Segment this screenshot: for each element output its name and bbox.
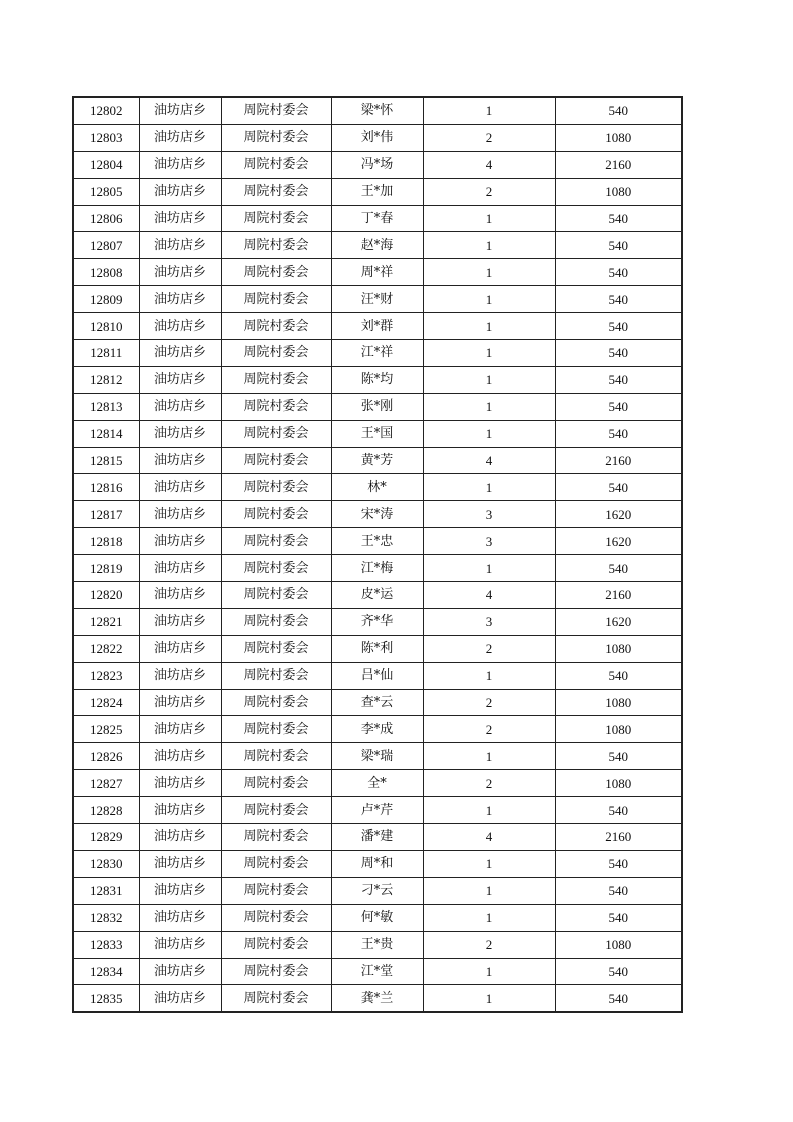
table-body	[73, 97, 682, 1012]
record-id-cell: 12826	[73, 743, 139, 770]
name-cell: 王*国	[331, 420, 423, 447]
table-row	[73, 662, 682, 689]
township-cell: 油坊店乡	[139, 850, 221, 877]
amount-cell: 1080	[555, 716, 682, 743]
township-cell: 油坊店乡	[139, 474, 221, 501]
count-cell: 1	[423, 393, 555, 420]
village-committee-cell: 周院村委会	[221, 824, 331, 851]
township-cell: 油坊店乡	[139, 124, 221, 151]
record-id-cell: 12805	[73, 178, 139, 205]
amount-cell: 1080	[555, 124, 682, 151]
table-row	[73, 877, 682, 904]
count-cell: 4	[423, 447, 555, 474]
record-id-cell: 12823	[73, 662, 139, 689]
township-cell: 油坊店乡	[139, 528, 221, 555]
count-cell: 1	[423, 474, 555, 501]
record-id-cell: 12816	[73, 474, 139, 501]
name-cell: 何*敏	[331, 904, 423, 931]
record-id-cell: 12809	[73, 286, 139, 313]
record-id-cell: 12832	[73, 904, 139, 931]
table-row	[73, 958, 682, 985]
township-cell: 油坊店乡	[139, 824, 221, 851]
township-cell: 油坊店乡	[139, 985, 221, 1012]
amount-cell: 1080	[555, 931, 682, 958]
name-cell: 潘*建	[331, 824, 423, 851]
record-id-cell: 12811	[73, 340, 139, 367]
village-committee-cell: 周院村委会	[221, 985, 331, 1012]
name-cell: 宋*涛	[331, 501, 423, 528]
name-cell: 江*堂	[331, 958, 423, 985]
name-cell: 冯*场	[331, 151, 423, 178]
record-id-cell: 12814	[73, 420, 139, 447]
name-cell: 丁*春	[331, 205, 423, 232]
table-row	[73, 689, 682, 716]
village-committee-cell: 周院村委会	[221, 582, 331, 609]
village-committee-cell: 周院村委会	[221, 313, 331, 340]
count-cell: 1	[423, 420, 555, 447]
table-row	[73, 985, 682, 1012]
name-cell: 王*加	[331, 178, 423, 205]
table-row	[73, 635, 682, 662]
amount-cell: 540	[555, 662, 682, 689]
village-committee-cell: 周院村委会	[221, 286, 331, 313]
village-committee-cell: 周院村委会	[221, 850, 331, 877]
name-cell: 陈*均	[331, 366, 423, 393]
table-row	[73, 770, 682, 797]
amount-cell: 540	[555, 958, 682, 985]
township-cell: 油坊店乡	[139, 313, 221, 340]
amount-cell: 540	[555, 205, 682, 232]
record-id-cell: 12813	[73, 393, 139, 420]
count-cell: 1	[423, 366, 555, 393]
count-cell: 4	[423, 151, 555, 178]
township-cell: 油坊店乡	[139, 770, 221, 797]
table-row	[73, 420, 682, 447]
township-cell: 油坊店乡	[139, 635, 221, 662]
amount-cell: 540	[555, 985, 682, 1012]
amount-cell: 2160	[555, 151, 682, 178]
table-row	[73, 931, 682, 958]
township-cell: 油坊店乡	[139, 582, 221, 609]
record-id-cell: 12824	[73, 689, 139, 716]
record-id-cell: 12831	[73, 877, 139, 904]
village-committee-cell: 周院村委会	[221, 608, 331, 635]
table-row	[73, 824, 682, 851]
village-committee-cell: 周院村委会	[221, 797, 331, 824]
count-cell: 4	[423, 824, 555, 851]
township-cell: 油坊店乡	[139, 259, 221, 286]
amount-cell: 540	[555, 797, 682, 824]
amount-cell: 540	[555, 850, 682, 877]
count-cell: 1	[423, 232, 555, 259]
record-id-cell: 12827	[73, 770, 139, 797]
amount-cell: 2160	[555, 582, 682, 609]
name-cell: 皮*运	[331, 582, 423, 609]
table-row	[73, 286, 682, 313]
village-committee-cell: 周院村委会	[221, 555, 331, 582]
count-cell: 2	[423, 931, 555, 958]
township-cell: 油坊店乡	[139, 662, 221, 689]
record-id-cell: 12804	[73, 151, 139, 178]
name-cell: 查*云	[331, 689, 423, 716]
township-cell: 油坊店乡	[139, 931, 221, 958]
village-committee-cell: 周院村委会	[221, 340, 331, 367]
record-id-cell: 12812	[73, 366, 139, 393]
name-cell: 周*和	[331, 850, 423, 877]
amount-cell: 540	[555, 420, 682, 447]
count-cell: 3	[423, 528, 555, 555]
amount-cell: 540	[555, 259, 682, 286]
table-row	[73, 555, 682, 582]
township-cell: 油坊店乡	[139, 340, 221, 367]
amount-cell: 1620	[555, 608, 682, 635]
village-committee-cell: 周院村委会	[221, 635, 331, 662]
village-committee-cell: 周院村委会	[221, 259, 331, 286]
amount-cell: 540	[555, 286, 682, 313]
count-cell: 1	[423, 850, 555, 877]
name-cell: 林*	[331, 474, 423, 501]
record-id-cell: 12815	[73, 447, 139, 474]
record-id-cell: 12818	[73, 528, 139, 555]
amount-cell: 540	[555, 393, 682, 420]
count-cell: 1	[423, 743, 555, 770]
village-committee-cell: 周院村委会	[221, 420, 331, 447]
village-committee-cell: 周院村委会	[221, 770, 331, 797]
count-cell: 1	[423, 904, 555, 931]
village-committee-cell: 周院村委会	[221, 958, 331, 985]
village-committee-cell: 周院村委会	[221, 662, 331, 689]
count-cell: 1	[423, 662, 555, 689]
village-committee-cell: 周院村委会	[221, 205, 331, 232]
township-cell: 油坊店乡	[139, 958, 221, 985]
record-id-cell: 12821	[73, 608, 139, 635]
name-cell: 王*忠	[331, 528, 423, 555]
township-cell: 油坊店乡	[139, 877, 221, 904]
name-cell: 汪*财	[331, 286, 423, 313]
count-cell: 1	[423, 259, 555, 286]
table-row	[73, 608, 682, 635]
township-cell: 油坊店乡	[139, 797, 221, 824]
count-cell: 1	[423, 985, 555, 1012]
record-id-cell: 12806	[73, 205, 139, 232]
record-id-cell: 12825	[73, 716, 139, 743]
township-cell: 油坊店乡	[139, 555, 221, 582]
name-cell: 齐*华	[331, 608, 423, 635]
name-cell: 卢*芹	[331, 797, 423, 824]
village-committee-cell: 周院村委会	[221, 904, 331, 931]
township-cell: 油坊店乡	[139, 501, 221, 528]
table-row	[73, 797, 682, 824]
count-cell: 1	[423, 877, 555, 904]
record-id-cell: 12833	[73, 931, 139, 958]
record-id-cell: 12835	[73, 985, 139, 1012]
village-committee-cell: 周院村委会	[221, 474, 331, 501]
count-cell: 2	[423, 689, 555, 716]
count-cell: 1	[423, 340, 555, 367]
count-cell: 1	[423, 958, 555, 985]
table-row	[73, 124, 682, 151]
amount-cell: 540	[555, 555, 682, 582]
count-cell: 1	[423, 797, 555, 824]
table-row	[73, 716, 682, 743]
name-cell: 梁*瑞	[331, 743, 423, 770]
count-cell: 4	[423, 582, 555, 609]
township-cell: 油坊店乡	[139, 743, 221, 770]
name-cell: 刁*云	[331, 877, 423, 904]
name-cell: 江*祥	[331, 340, 423, 367]
village-committee-cell: 周院村委会	[221, 501, 331, 528]
record-id-cell: 12830	[73, 850, 139, 877]
township-cell: 油坊店乡	[139, 420, 221, 447]
township-cell: 油坊店乡	[139, 232, 221, 259]
township-cell: 油坊店乡	[139, 716, 221, 743]
township-cell: 油坊店乡	[139, 205, 221, 232]
township-cell: 油坊店乡	[139, 178, 221, 205]
count-cell: 2	[423, 770, 555, 797]
record-id-cell: 12817	[73, 501, 139, 528]
count-cell: 2	[423, 716, 555, 743]
amount-cell: 1620	[555, 528, 682, 555]
count-cell: 1	[423, 286, 555, 313]
name-cell: 黄*芳	[331, 447, 423, 474]
village-committee-cell: 周院村委会	[221, 366, 331, 393]
count-cell: 3	[423, 501, 555, 528]
township-cell: 油坊店乡	[139, 97, 221, 124]
table-row	[73, 582, 682, 609]
name-cell: 周*祥	[331, 259, 423, 286]
amount-cell: 1080	[555, 635, 682, 662]
table-row	[73, 366, 682, 393]
data-table	[72, 96, 683, 1013]
amount-cell: 1620	[555, 501, 682, 528]
amount-cell: 540	[555, 904, 682, 931]
table-row	[73, 205, 682, 232]
amount-cell: 540	[555, 232, 682, 259]
record-id-cell: 12808	[73, 259, 139, 286]
table-row	[73, 447, 682, 474]
table-row	[73, 232, 682, 259]
name-cell: 赵*海	[331, 232, 423, 259]
table-row	[73, 743, 682, 770]
table-row	[73, 474, 682, 501]
village-committee-cell: 周院村委会	[221, 124, 331, 151]
count-cell: 1	[423, 313, 555, 340]
table-row	[73, 313, 682, 340]
record-id-cell: 12822	[73, 635, 139, 662]
table-row	[73, 850, 682, 877]
record-id-cell: 12807	[73, 232, 139, 259]
township-cell: 油坊店乡	[139, 447, 221, 474]
township-cell: 油坊店乡	[139, 393, 221, 420]
table-row	[73, 501, 682, 528]
count-cell: 3	[423, 608, 555, 635]
amount-cell: 540	[555, 340, 682, 367]
name-cell: 张*刚	[331, 393, 423, 420]
village-committee-cell: 周院村委会	[221, 447, 331, 474]
name-cell: 梁*怀	[331, 97, 423, 124]
name-cell: 龚*兰	[331, 985, 423, 1012]
table-row	[73, 904, 682, 931]
amount-cell: 1080	[555, 178, 682, 205]
village-committee-cell: 周院村委会	[221, 232, 331, 259]
table-row	[73, 340, 682, 367]
name-cell: 全*	[331, 770, 423, 797]
amount-cell: 1080	[555, 689, 682, 716]
record-id-cell: 12802	[73, 97, 139, 124]
record-id-cell: 12829	[73, 824, 139, 851]
name-cell: 吕*仙	[331, 662, 423, 689]
amount-cell: 540	[555, 877, 682, 904]
record-id-cell: 12810	[73, 313, 139, 340]
village-committee-cell: 周院村委会	[221, 931, 331, 958]
township-cell: 油坊店乡	[139, 286, 221, 313]
village-committee-cell: 周院村委会	[221, 716, 331, 743]
table-row	[73, 259, 682, 286]
record-id-cell: 12828	[73, 797, 139, 824]
village-committee-cell: 周院村委会	[221, 689, 331, 716]
name-cell: 江*梅	[331, 555, 423, 582]
name-cell: 李*成	[331, 716, 423, 743]
count-cell: 1	[423, 555, 555, 582]
amount-cell: 540	[555, 313, 682, 340]
table-row	[73, 97, 682, 124]
village-committee-cell: 周院村委会	[221, 877, 331, 904]
record-id-cell: 12834	[73, 958, 139, 985]
table-row	[73, 178, 682, 205]
table-row	[73, 393, 682, 420]
name-cell: 刘*群	[331, 313, 423, 340]
amount-cell: 2160	[555, 447, 682, 474]
name-cell: 刘*伟	[331, 124, 423, 151]
village-committee-cell: 周院村委会	[221, 178, 331, 205]
amount-cell: 1080	[555, 770, 682, 797]
count-cell: 2	[423, 635, 555, 662]
name-cell: 陈*利	[331, 635, 423, 662]
table-row	[73, 528, 682, 555]
village-committee-cell: 周院村委会	[221, 151, 331, 178]
record-id-cell: 12820	[73, 582, 139, 609]
township-cell: 油坊店乡	[139, 151, 221, 178]
table-row	[73, 151, 682, 178]
amount-cell: 540	[555, 366, 682, 393]
amount-cell: 540	[555, 474, 682, 501]
village-committee-cell: 周院村委会	[221, 393, 331, 420]
amount-cell: 540	[555, 97, 682, 124]
township-cell: 油坊店乡	[139, 689, 221, 716]
count-cell: 2	[423, 124, 555, 151]
name-cell: 王*贵	[331, 931, 423, 958]
amount-cell: 2160	[555, 824, 682, 851]
township-cell: 油坊店乡	[139, 366, 221, 393]
township-cell: 油坊店乡	[139, 608, 221, 635]
village-committee-cell: 周院村委会	[221, 528, 331, 555]
village-committee-cell: 周院村委会	[221, 743, 331, 770]
township-cell: 油坊店乡	[139, 904, 221, 931]
village-committee-cell: 周院村委会	[221, 97, 331, 124]
amount-cell: 540	[555, 743, 682, 770]
count-cell: 1	[423, 205, 555, 232]
count-cell: 2	[423, 178, 555, 205]
record-id-cell: 12803	[73, 124, 139, 151]
count-cell: 1	[423, 97, 555, 124]
record-id-cell: 12819	[73, 555, 139, 582]
